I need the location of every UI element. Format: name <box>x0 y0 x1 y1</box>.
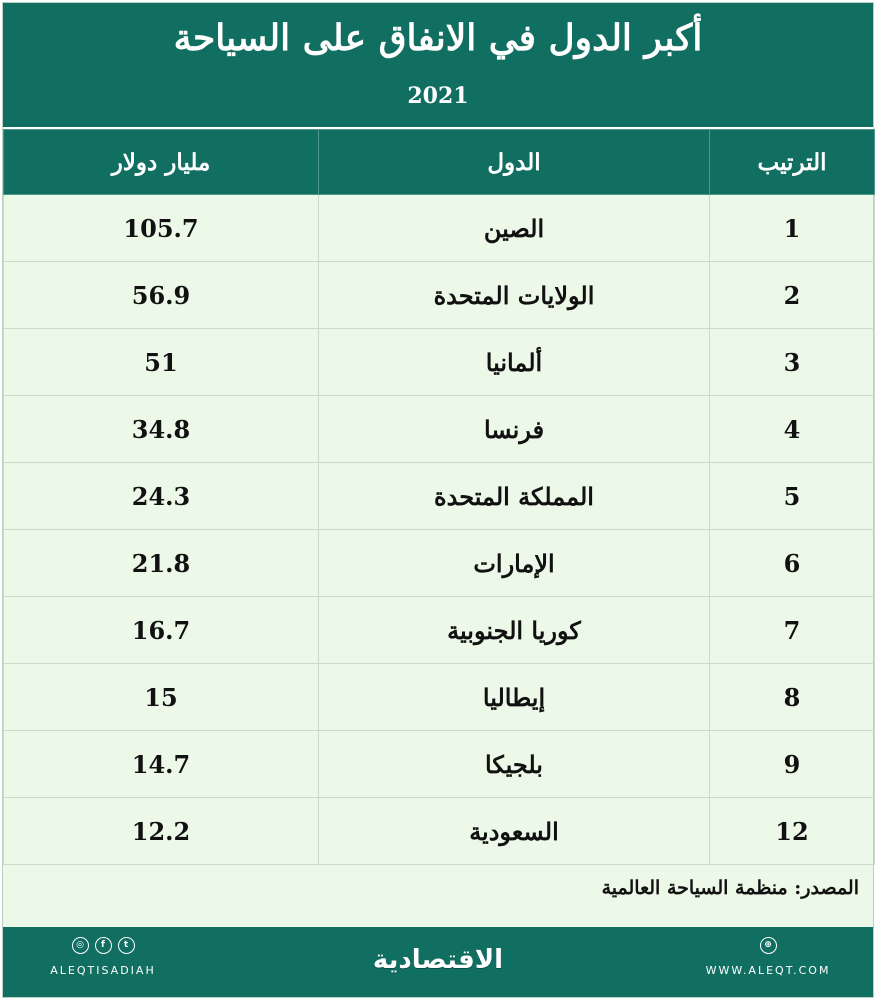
year-label: 2021 <box>407 83 469 109</box>
country-cell: فرنسا <box>319 396 710 463</box>
value-cell: 105.7 <box>4 195 319 262</box>
country-cell: السعودية <box>319 798 710 865</box>
country-cell: المملكة المتحدة <box>319 463 710 530</box>
value-cell: 14.7 <box>4 731 319 798</box>
rank-cell: 7 <box>710 597 875 664</box>
facebook-icon[interactable]: f <box>95 937 112 954</box>
rank-cell: 5 <box>710 463 875 530</box>
website-link[interactable] <box>703 937 833 977</box>
footer <box>3 927 873 997</box>
social-handle[interactable]: ALEQTISADIAH <box>50 964 156 977</box>
table-row <box>4 463 875 530</box>
instagram-icon[interactable]: ◎ <box>72 937 89 954</box>
country-cell: كوريا الجنوبية <box>319 597 710 664</box>
rank-cell: 12 <box>710 798 875 865</box>
country-cell: ألمانيا <box>319 329 710 396</box>
source-note: المصدر: منظمة السياحة العالمية <box>601 877 859 899</box>
country-cell: بلجيكا <box>319 731 710 798</box>
value-cell: 56.9 <box>4 262 319 329</box>
value-cell: 12.2 <box>4 798 319 865</box>
rank-cell: 6 <box>710 530 875 597</box>
value-cell: 15 <box>4 664 319 731</box>
table-row <box>4 731 875 798</box>
globe-icon: ⊕ <box>760 937 777 954</box>
table-row <box>4 530 875 597</box>
table-row <box>4 329 875 396</box>
rank-cell: 2 <box>710 262 875 329</box>
table-header-row <box>4 130 875 195</box>
ranking-table <box>3 129 875 865</box>
rank-cell: 3 <box>710 329 875 396</box>
page-title: أكبر الدول في الانفاق على السياحة <box>173 17 703 59</box>
rank-cell: 1 <box>710 195 875 262</box>
table-row <box>4 262 875 329</box>
twitter-icon[interactable]: t <box>118 937 135 954</box>
brand-logo: الاقتصادية <box>372 945 504 975</box>
column-header-rank: الترتيب <box>710 130 875 195</box>
rank-cell: 4 <box>710 396 875 463</box>
table-row <box>4 664 875 731</box>
country-cell: إيطاليا <box>319 664 710 731</box>
column-header-country: الدول <box>319 130 710 195</box>
value-cell: 16.7 <box>4 597 319 664</box>
table-row <box>4 798 875 865</box>
country-cell: الإمارات <box>319 530 710 597</box>
website-url[interactable]: WWW.ALEQT.COM <box>705 964 831 977</box>
rank-cell: 9 <box>710 731 875 798</box>
table-row <box>4 597 875 664</box>
value-cell: 21.8 <box>4 530 319 597</box>
column-header-value: مليار دولار <box>4 130 319 195</box>
country-cell: الصين <box>319 195 710 262</box>
value-cell: 51 <box>4 329 319 396</box>
infographic <box>2 2 874 998</box>
value-cell: 24.3 <box>4 463 319 530</box>
value-cell: 34.8 <box>4 396 319 463</box>
rank-cell: 8 <box>710 664 875 731</box>
header <box>3 3 873 129</box>
country-cell: الولايات المتحدة <box>319 262 710 329</box>
table-row <box>4 396 875 463</box>
table-row <box>4 195 875 262</box>
